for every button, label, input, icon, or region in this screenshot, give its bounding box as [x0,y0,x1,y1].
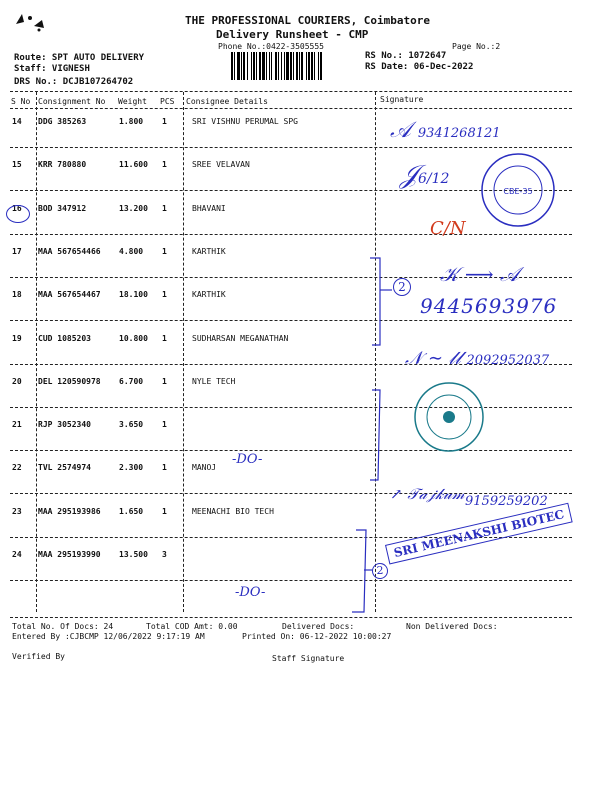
row-consignment-no: DDG 385263 [38,117,87,126]
row-consignment-no: DEL 120590978 [38,376,101,386]
non-delivered-docs: Non Delivered Docs: [406,622,498,631]
row-weight: 1.800 [119,117,144,126]
phone-number: Phone No.:0422-3505555 [218,42,324,51]
staff-signature: Staff Signature [272,654,345,663]
signature-row15: 𝒥6/12 [400,160,450,190]
company-name: THE PROFESSIONAL COURIERS, Coimbatore [185,14,431,27]
row-consignment-no: MAA 567654467 [38,290,101,300]
rs-number: RS No.: 1072647 [365,51,447,61]
entered-by: Entered By :CJBCMP 12/06/2022 9:17:19 AM [12,632,205,641]
signature-row19: 𝒩 ∼ 𝓁𝓁 2092952037 [405,348,550,369]
row-consignee: MEENACHI BIO TECH [192,506,274,516]
do-row24: -DO- [235,585,266,600]
route: Route: SPT AUTO DELIVERY [14,53,145,63]
stamp-nyle-tech [412,380,486,458]
phone-row18: 9445693976 [420,294,558,318]
signature-row22: ↗ 𝒯𝒶𝒿𝓀𝓊𝓂 [390,485,465,503]
row-consignment-no: BOD 347912 [38,203,87,213]
row-weight: 4.800 [119,246,144,256]
col-pcs: PCS [160,97,175,106]
delivered-docs: Delivered Docs: [282,622,355,631]
row-sno: 17 [12,246,22,256]
row-consignee: NYLE TECH [192,376,236,386]
row-consignee: KARTHIK [192,290,226,300]
row-pcs: 1 [162,203,167,213]
row-sno: 14 [12,117,22,126]
signature-row14: 𝒜 9341268121 [390,118,501,143]
row-weight: 2.300 [119,463,144,473]
col-consignee: Consignee Details [186,97,268,106]
col-sno: S No [11,97,31,106]
row-consignee: SREE VELAVAN [192,160,250,170]
row-pcs: 3 [162,550,167,559]
total-cod: Total COD Amt: 0.00 [146,622,238,631]
row-weight: 10.800 [119,333,148,343]
row-consignment-no: KRR 780880 [38,160,87,170]
drs-number: DRS No.: DCJB107264702 [14,77,134,87]
row-sno: 18 [12,290,22,300]
row-pcs: 1 [162,463,167,473]
row-consignment-no: MAA 567654466 [38,246,101,256]
row-consignee: SRI VISHNU PERUMAL SPG [192,117,298,126]
col-signature: Signature [380,95,424,104]
row-weight: 11.600 [119,160,148,170]
row-pcs: 1 [162,506,167,516]
row17-circled-number: 2 [393,278,411,296]
row-consignment-no: CUD 1085203 [38,333,91,343]
staff: Staff: VIGNESH [14,64,90,74]
row-weight: 18.100 [119,290,148,300]
row-consignee: KARTHIK [192,246,226,256]
row-pcs: 1 [162,117,167,126]
row-pcs: 1 [162,376,167,386]
page-number: Page No.:2 [452,42,501,51]
row-sno: 23 [12,506,22,516]
row-pcs: 1 [162,420,167,430]
row-sno: 22 [12,463,22,473]
row-consignment-no: MAA 295193990 [38,550,101,559]
row-sno: 15 [12,160,22,170]
rs-date: RS Date: 06-Dec-2022 [365,62,474,72]
row-weight: 13.200 [119,203,148,213]
row-consignee: SUDHARSAN MEGANATHAN [192,333,289,343]
col-consignment: Consignment No [38,97,106,106]
col-weight: Weight [118,97,147,106]
row-pcs: 1 [162,246,167,256]
total-docs: Total No. Of Docs: 24 [12,622,114,631]
row-consignee: BHAVANI [192,203,226,213]
verified-by: Verified By [12,652,65,661]
row-pcs: 1 [162,160,167,170]
row-consignment-no: RJP 3052340 [38,420,91,430]
do-row21: -DO- [232,452,263,467]
printed-on: Printed On: 06-12-2022 10:00:27 [242,632,392,641]
stamp-meenakshi-biotec: SRI MEENAKSHI BIOTEC [385,503,573,565]
row-sno: 16 [12,203,22,213]
row-sno: 21 [12,420,22,430]
svg-text:CBE-35: CBE-35 [503,187,533,196]
row24-circled-number: 2 [372,563,388,579]
row-consignment-no: MAA 295193986 [38,506,101,516]
row-weight: 6.700 [119,376,144,386]
row-sno: 20 [12,376,22,386]
row-sno: 24 [12,550,22,559]
row-sno: 19 [12,333,22,343]
row-pcs: 1 [162,333,167,343]
row-consignee: MANOJ [192,463,217,473]
row-weight: 3.650 [119,420,144,430]
signature-row17-18: 𝒦 ⟶ 𝒜 [440,262,519,286]
phone-row22: 9159259202 [465,494,548,509]
row16-mark: C/N [430,218,466,239]
runsheet-title: Delivery Runsheet - CMP [216,28,369,41]
stamp-sree-velavan [478,150,558,234]
row-weight: 1.650 [119,506,144,516]
row-pcs: 1 [162,290,167,300]
row-weight: 13.500 [119,550,148,559]
row-consignment-no: TVL 2574974 [38,463,91,473]
